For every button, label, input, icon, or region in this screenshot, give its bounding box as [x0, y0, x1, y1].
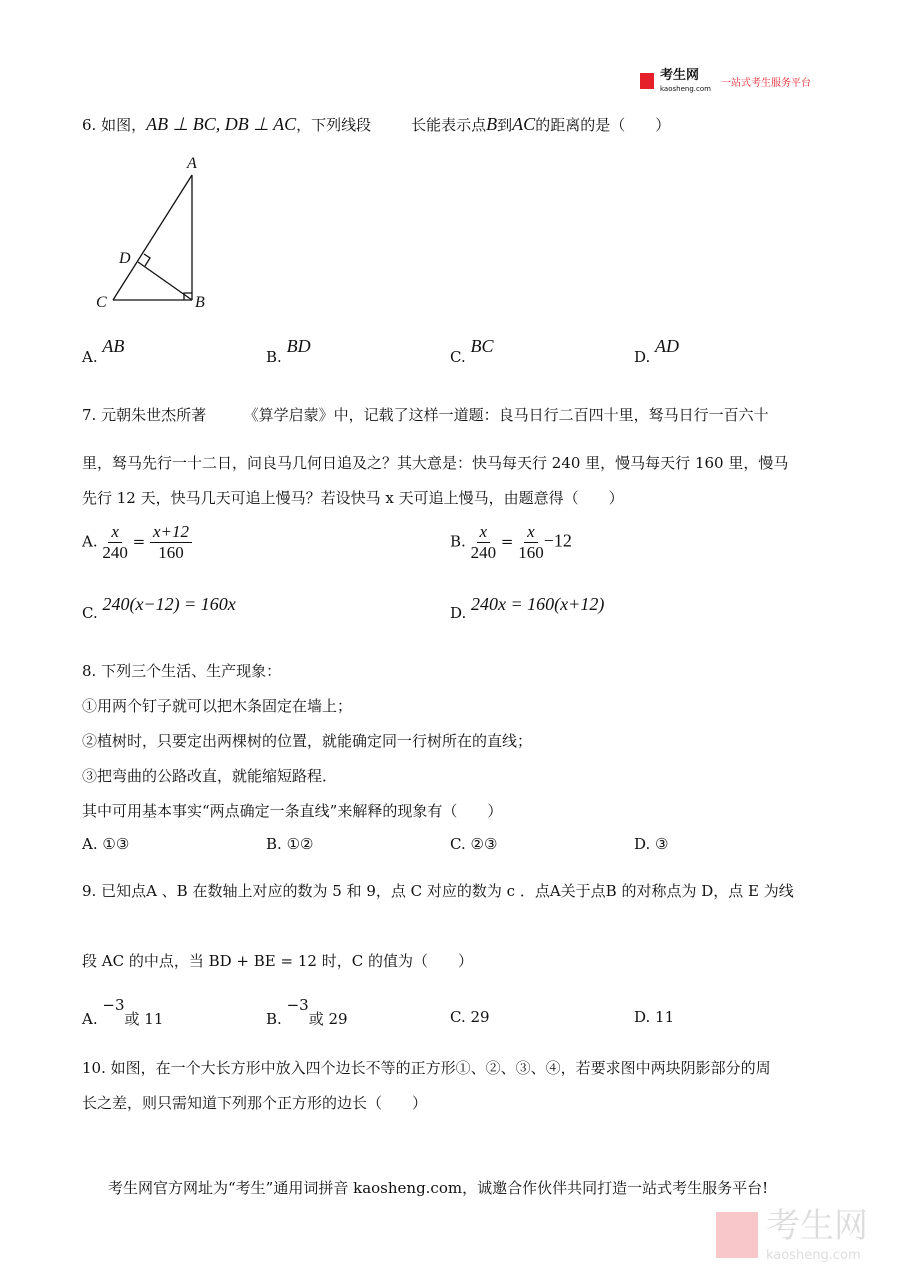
label-d: D	[119, 250, 131, 267]
q8-item1: ①用两个钉子就可以把木条固定在墙上；	[82, 697, 353, 715]
q8-item3: ③把弯曲的公路改直，就能缩短路程．	[82, 767, 338, 785]
q8-item2: ②植树时，只要定出两棵树的位置，就能确定同一行树所在的直线；	[82, 732, 533, 750]
q7-line1: 7. 元朝朱世杰所著 《算学启蒙》中，记载了这样一道题：良马日行二百四十里，驽马日行一百六十	[82, 406, 769, 424]
header-brand: 考生网	[660, 68, 700, 83]
header-slogan: 一站式考生服务平台	[720, 77, 811, 89]
q8-option-d[interactable]: D. ③	[634, 835, 669, 853]
q6-option-a[interactable]: A. AB	[82, 336, 125, 366]
q7-option-b[interactable]: B. $\frac{x}{240}$ = $\frac{x}{160}$ −12	[450, 522, 572, 562]
q9-option-b[interactable]: B. −3或 29	[266, 996, 348, 1028]
q6-stem: 6. 如图，AB ⊥ BC, DB ⊥ AC，下列线段 长能表示点B到AC的距离的是（ ）	[82, 114, 671, 134]
q6-option-d[interactable]: D. AD	[634, 336, 680, 366]
q8-option-b[interactable]: B. ①②	[266, 835, 314, 853]
q7-option-a[interactable]: A. $\frac{x}{240}$ = $\frac{x+12}{160}$	[82, 522, 192, 563]
q9-option-c[interactable]: C. 29	[450, 1008, 490, 1026]
q7-line3: 先行 12 天，快马几天可追上慢马？若设快马 x 天可追上慢马，由题意得（ ）	[82, 489, 624, 507]
q8-option-a[interactable]: A. ①③	[82, 835, 130, 853]
logo-icon	[640, 73, 654, 89]
header-logo	[640, 68, 811, 94]
watermark-brand: 考生网	[766, 1206, 868, 1246]
q8-line1: 8. 下列三个生活、生产现象：	[82, 662, 282, 680]
q7-option-c[interactable]: C. 240(x−12) = 160x	[82, 594, 236, 622]
q7-option-d[interactable]: D. 240x = 160(x+12)	[450, 594, 605, 622]
watermark-logo	[716, 1206, 868, 1264]
footer-text: 考生网官方网址为“考生”通用词拼音 kaosheng.com，诚邀合作伙伴共同打造一站式考生服务平台!	[108, 1179, 769, 1197]
q9-option-d[interactable]: D. 11	[634, 1008, 675, 1026]
label-b: B	[195, 294, 205, 311]
q6-option-c[interactable]: C. BC	[450, 336, 494, 366]
q10-line2: 长之差，则只需知道下列那个正方形的边长（ ）	[82, 1094, 428, 1112]
header-domain: kaosheng.com	[660, 85, 711, 93]
label-c: C	[96, 294, 107, 311]
q6-option-b[interactable]: B. BD	[266, 336, 311, 366]
q7-line2: 里，驽马先行一十二日，问良马几何日追及之？其大意是：快马每天行 240 里，慢马每天行 160 里，慢马	[82, 454, 789, 472]
q9-line2: 段 AC 的中点，当 BD + BE = 12 时，C 的值为（ ）	[82, 952, 473, 970]
q9-line1: 9. 已知点A 、B 在数轴上对应的数为 5 和 9，点 C 对应的数为 c ．点A关于点B 的对称点为 D，点 E 为线	[82, 882, 794, 900]
q8-option-c[interactable]: C. ②③	[450, 835, 498, 853]
q10-line1: 10. 如图，在一个大长方形中放入四个边长不等的正方形①、②、③、④，若要求图中两块阴影部分的周	[82, 1059, 771, 1077]
q8-question: 其中可用基本事实“两点确定一条直线”来解释的现象有（ ）	[82, 802, 503, 820]
watermark-domain: kaosheng.com	[766, 1248, 861, 1263]
label-a: A	[187, 155, 197, 172]
q9-option-a[interactable]: A. −3或 11	[82, 996, 164, 1028]
logo-icon	[716, 1212, 758, 1258]
